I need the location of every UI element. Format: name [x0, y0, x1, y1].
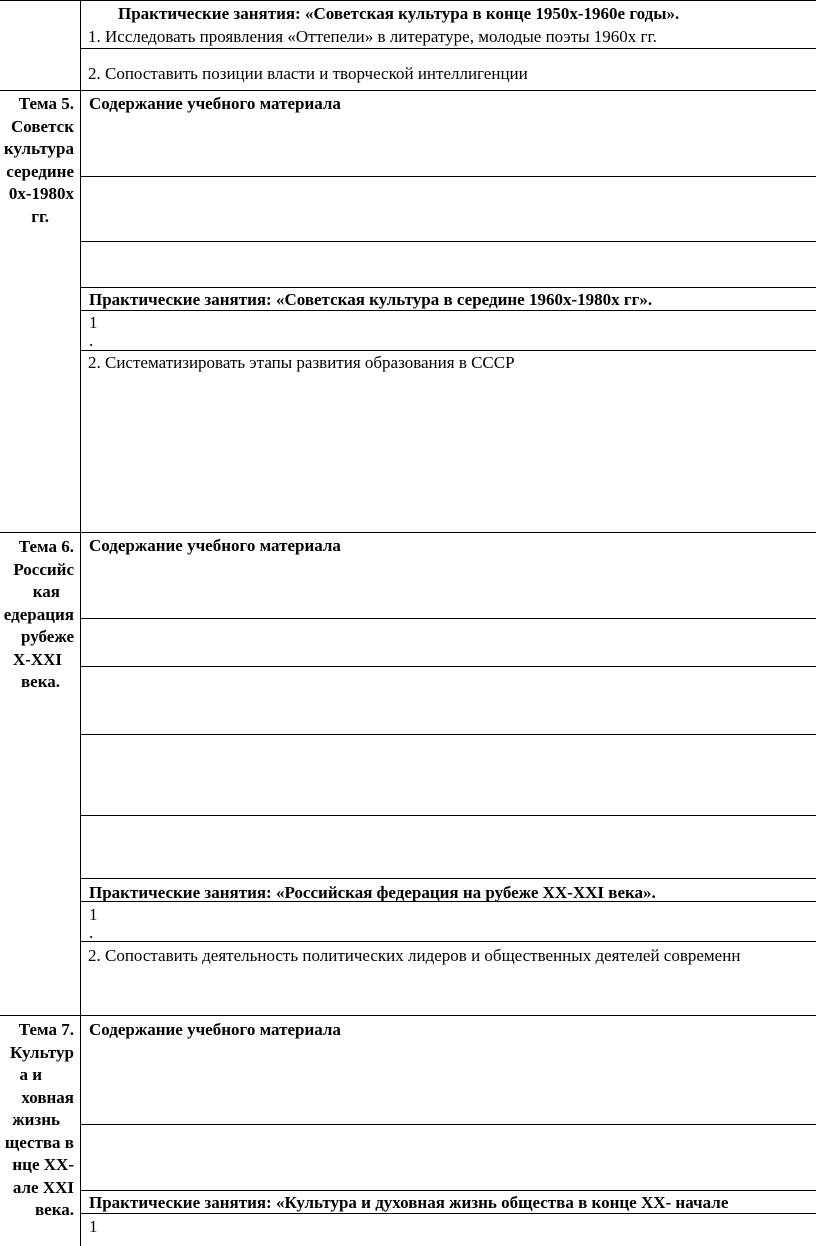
- topic-line: ховная: [21, 1087, 74, 1107]
- task-number: 1: [89, 905, 98, 924]
- practical-title: Практические занятия: «Советская культура в конце 1950х-1960е годы».: [118, 4, 680, 23]
- row-divider: [80, 176, 816, 177]
- topic-line: але XXI: [12, 1177, 74, 1197]
- row-divider: [80, 350, 816, 351]
- section-divider: [0, 532, 816, 533]
- row-divider: [80, 941, 816, 942]
- row-divider: [80, 241, 816, 242]
- topic-line: века.: [34, 1200, 74, 1219]
- row-divider: [80, 48, 816, 49]
- topic-line: X-XXI: [12, 649, 62, 669]
- row-divider: [80, 1124, 816, 1125]
- topic-line: Российс: [13, 559, 74, 579]
- row-divider: [80, 815, 816, 816]
- topic-line: Культур: [10, 1042, 74, 1062]
- topic-line: Тема 6.: [18, 537, 74, 556]
- topic-line: 0х-1980х: [8, 184, 74, 203]
- content-heading: Содержание учебного материала: [89, 1020, 341, 1039]
- topic-line: века.: [20, 672, 60, 691]
- practical-title: Практические занятия: «Советская культура в середине 1960х-1980х гг».: [89, 290, 653, 309]
- practical-title: Практические занятия: «Культура и духовная жизнь общества в конце XX- начале: [89, 1193, 729, 1212]
- task-item: 1. Исследовать проявления «Оттепели» в литературе, молодые поэты 1960х гг.: [88, 27, 657, 46]
- row-divider: [80, 310, 816, 311]
- row-divider: [80, 287, 816, 288]
- topic-title: [0, 93, 74, 228]
- column-divider: [80, 0, 81, 1246]
- topic-title: [0, 1019, 74, 1222]
- row-divider: [80, 1213, 816, 1214]
- topic-line: середине: [6, 161, 74, 181]
- topic-line: рубеже: [21, 627, 74, 646]
- topic-line: жизнь: [12, 1110, 60, 1129]
- task-item: 2. Сопоставить позиции власти и творческой интеллигенции: [88, 64, 528, 83]
- topic-line: нце XX-: [12, 1155, 74, 1174]
- content-heading: Содержание учебного материала: [89, 536, 341, 555]
- row-divider: [80, 618, 816, 619]
- topic-line: культура: [3, 139, 74, 158]
- row-divider: [80, 666, 816, 667]
- task-number: 1: [89, 313, 98, 332]
- task-item: 2. Систематизировать этапы развития образования в СССР: [88, 353, 515, 372]
- practical-title: Практические занятия: «Российская федерация на рубеже XX-XXI века».: [89, 883, 656, 902]
- content-heading: Содержание учебного материала: [89, 94, 341, 113]
- row-divider: [80, 734, 816, 735]
- task-number-dot: .: [89, 923, 94, 942]
- topic-line: гг.: [31, 206, 49, 226]
- topic-line: а и: [19, 1065, 42, 1084]
- topic-line: кая: [32, 582, 60, 601]
- section-divider: [0, 1015, 816, 1016]
- section-divider: [0, 90, 816, 91]
- row-divider: [80, 878, 816, 879]
- task-number: 1: [89, 1217, 98, 1236]
- topic-line: Тема 5.: [18, 94, 74, 113]
- topic-line: щества в: [4, 1132, 74, 1152]
- task-number-dot: .: [89, 331, 94, 350]
- topic-line: Тема 7.: [18, 1020, 74, 1039]
- table-top-border: [0, 0, 816, 1]
- topic-line: Советск: [11, 116, 74, 136]
- topic-line: едерация: [3, 604, 74, 624]
- task-item: 2. Сопоставить деятельность политических лидеров и общественных деятелей современн: [88, 946, 741, 965]
- topic-title: [0, 536, 74, 694]
- row-divider: [80, 1190, 816, 1191]
